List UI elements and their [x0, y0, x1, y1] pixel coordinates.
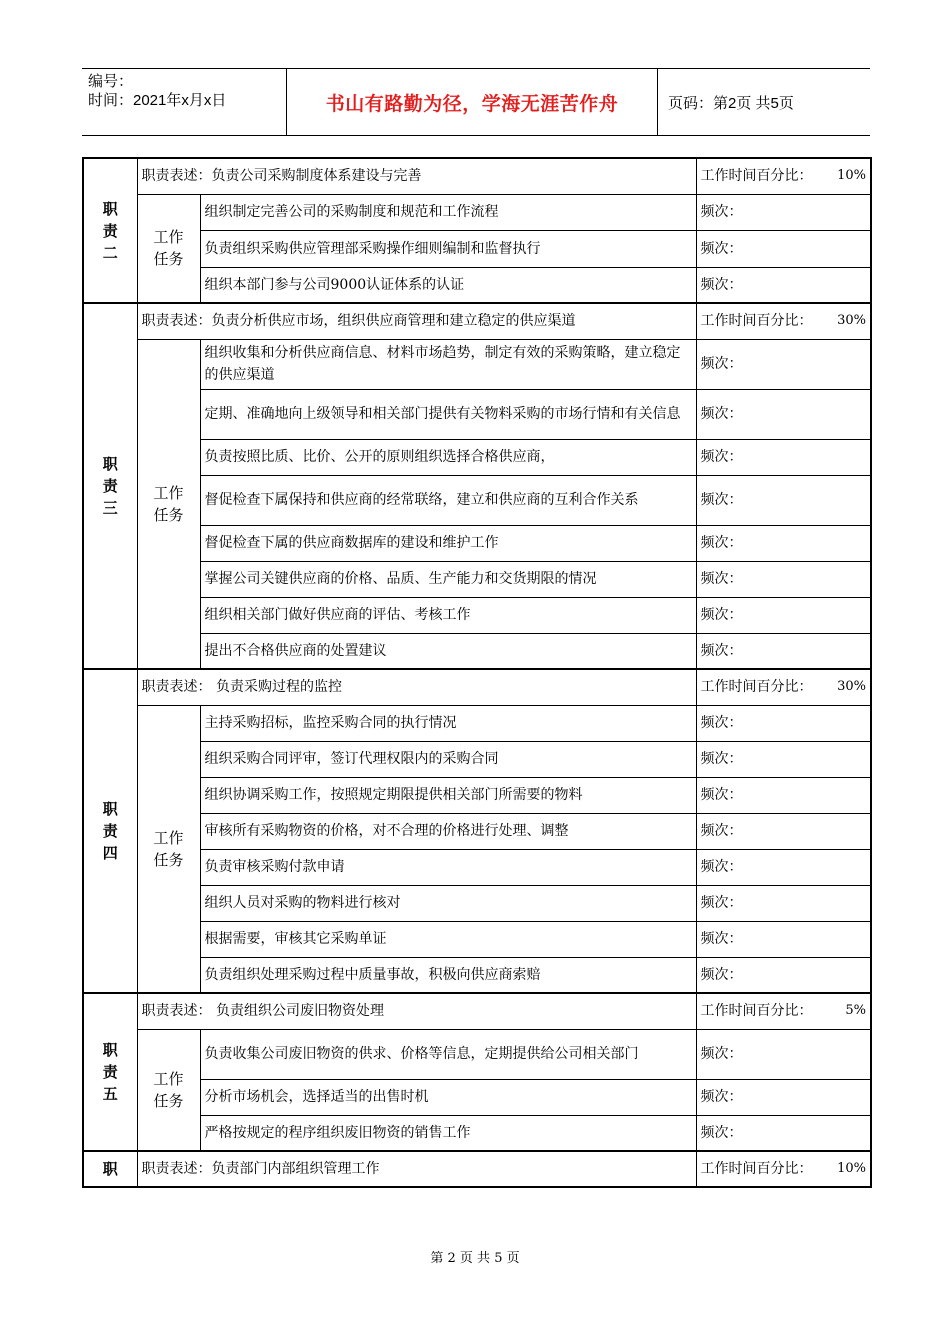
frequency-cell: 频次： — [696, 921, 871, 957]
task-text: 负责收集公司废旧物资的供求、价格等信息，定期提供给公司相关部门 — [200, 1029, 696, 1079]
work-time-percent-cell — [696, 669, 871, 705]
frequency-cell: 频次： — [696, 957, 871, 993]
work-task-label-text: 工作任务 — [153, 228, 184, 269]
task-text: 主持采购招标，监控采购合同的执行情况 — [200, 705, 696, 741]
task-row — [83, 1079, 871, 1115]
responsibility-name — [83, 993, 137, 1151]
frequency-cell: 频次： — [696, 849, 871, 885]
work-task-label-text: 工作任务 — [153, 828, 184, 869]
work-time-percent-value: 10% — [837, 1161, 866, 1176]
task-row — [83, 741, 871, 777]
task-row — [83, 561, 871, 597]
work-time-percent-value: 30% — [837, 679, 866, 695]
frequency-cell: 频次： — [696, 561, 871, 597]
task-text: 分析市场机会，选择适当的出售时机 — [200, 1079, 696, 1115]
task-text: 提出不合格供应商的处置建议 — [200, 633, 696, 669]
task-row — [83, 339, 871, 389]
task-row — [83, 230, 871, 267]
task-row — [83, 525, 871, 561]
work-time-percent-cell — [696, 993, 871, 1029]
frequency-cell: 频次： — [696, 339, 871, 389]
responsibility-description: 职责表述：负责分析供应市场，组织供应商管理和建立稳定的供应渠道 — [137, 303, 696, 339]
header-page-info: 页码：第2页 共5页 — [668, 94, 794, 112]
page-footer: 第 2 页 共 5 页 — [430, 1251, 520, 1266]
task-text: 负责组织处理采购过程中质量事故，积极向供应商索赔 — [200, 957, 696, 993]
task-text: 组织制定完善公司的采购制度和规范和工作流程 — [200, 194, 696, 230]
responsibility-table — [82, 157, 872, 1188]
work-task-label-text: 工作任务 — [153, 1069, 184, 1110]
responsibility-name — [83, 669, 137, 993]
responsibility-desc-row — [83, 669, 871, 705]
responsibility-description: 职责表述：负责公司采购制度体系建设与完善 — [137, 158, 696, 194]
work-time-percent-value: 30% — [837, 313, 866, 329]
task-text: 督促检查下属保持和供应商的经常联络，建立和供应商的互利合作关系 — [200, 475, 696, 525]
task-row — [83, 389, 871, 439]
document-date-label: 时间：2021年x月x日 — [88, 92, 227, 109]
task-row — [83, 633, 871, 669]
header-motto: 书山有路勤为径，学海无涯苦作舟 — [286, 69, 658, 135]
responsibility-name — [83, 158, 137, 303]
task-text: 负责按照比质、比价、公开的原则组织选择合格供应商， — [200, 439, 696, 475]
task-text: 组织本部门参与公司9000认证体系的认证 — [200, 267, 696, 303]
frequency-cell: 频次： — [696, 439, 871, 475]
work-task-label — [137, 705, 200, 993]
task-text: 组织采购合同评审，签订代理权限内的采购合同 — [200, 741, 696, 777]
document-number-label: 编号： — [88, 73, 134, 90]
responsibility-name-text: 职责三 — [102, 455, 118, 517]
frequency-cell: 频次： — [696, 475, 871, 525]
task-text: 组织人员对采购的物料进行核对 — [200, 885, 696, 921]
frequency-cell: 频次： — [696, 194, 871, 230]
responsibility-name — [83, 1151, 137, 1187]
frequency-cell: 频次： — [696, 813, 871, 849]
responsibility-desc-row — [83, 993, 871, 1029]
work-time-percent-cell — [696, 158, 871, 194]
task-row — [83, 475, 871, 525]
frequency-cell: 频次： — [696, 777, 871, 813]
task-text: 掌握公司关键供应商的价格、品质、生产能力和交货期限的情况 — [200, 561, 696, 597]
work-time-percent-label: 工作时间百分比： — [700, 1003, 813, 1020]
frequency-cell: 频次： — [696, 267, 871, 303]
task-text: 督促检查下属的供应商数据库的建设和维护工作 — [200, 525, 696, 561]
frequency-cell: 频次： — [696, 389, 871, 439]
work-time-percent-value: 10% — [837, 168, 866, 184]
frequency-cell: 频次： — [696, 705, 871, 741]
task-row — [83, 439, 871, 475]
task-row — [83, 849, 871, 885]
responsibility-description: 职责表述：负责部门内部组织管理工作 — [137, 1151, 696, 1187]
responsibility-description: 职责表述： 负责组织公司废旧物资处理 — [137, 993, 696, 1029]
task-text: 负责组织采购供应管理部采购操作细则编制和监督执行 — [200, 230, 696, 267]
task-row — [83, 1115, 871, 1151]
frequency-cell: 频次： — [696, 525, 871, 561]
work-time-percent-label: 工作时间百分比： — [700, 313, 813, 330]
task-row — [83, 267, 871, 303]
responsibility-name-text: 职责二 — [102, 199, 118, 262]
task-text: 根据需要，审核其它采购单证 — [200, 921, 696, 957]
work-time-percent-value: 5% — [845, 1003, 866, 1019]
work-time-percent-label: 工作时间百分比： — [700, 679, 813, 696]
work-task-label — [137, 1029, 200, 1151]
task-row — [83, 705, 871, 741]
task-row — [83, 921, 871, 957]
responsibility-desc-row — [83, 303, 871, 339]
page-header — [82, 68, 870, 136]
frequency-cell: 频次： — [696, 1115, 871, 1151]
frequency-cell: 频次： — [696, 597, 871, 633]
work-task-label-text: 工作任务 — [153, 483, 184, 524]
responsibility-name — [83, 303, 137, 669]
responsibility-name-text: 职 — [102, 1160, 118, 1178]
task-row — [83, 194, 871, 230]
work-time-percent-cell — [696, 303, 871, 339]
work-time-percent-label: 工作时间百分比： — [700, 168, 813, 185]
task-text: 审核所有采购物资的价格，对不合理的价格进行处理、调整 — [200, 813, 696, 849]
task-text: 组织协调采购工作，按照规定期限提供相关部门所需要的物料 — [200, 777, 696, 813]
frequency-cell: 频次： — [696, 1079, 871, 1115]
frequency-cell: 频次： — [696, 1029, 871, 1079]
frequency-cell: 频次： — [696, 633, 871, 669]
task-row — [83, 957, 871, 993]
task-row — [83, 885, 871, 921]
frequency-cell: 频次： — [696, 885, 871, 921]
task-text: 组织相关部门做好供应商的评估、考核工作 — [200, 597, 696, 633]
responsibility-name-text: 职责五 — [102, 1041, 118, 1103]
header-meta — [82, 69, 286, 135]
work-time-percent-label: 工作时间百分比： — [700, 1161, 813, 1177]
frequency-cell: 频次： — [696, 230, 871, 267]
responsibility-desc-row — [83, 1151, 871, 1187]
task-row — [83, 1029, 871, 1079]
work-time-percent-cell — [696, 1151, 871, 1187]
task-text: 定期、准确地向上级领导和相关部门提供有关物料采购的市场行情和有关信息 — [200, 389, 696, 439]
frequency-cell: 频次： — [696, 741, 871, 777]
task-text: 组织收集和分析供应商信息、材料市场趋势，制定有效的采购策略，建立稳定的供应渠道 — [200, 339, 696, 389]
work-task-label — [137, 194, 200, 303]
task-text: 负责审核采购付款申请 — [200, 849, 696, 885]
responsibility-desc-row — [83, 158, 871, 194]
responsibility-name-text: 职责四 — [102, 800, 118, 862]
responsibility-description: 职责表述： 负责采购过程的监控 — [137, 669, 696, 705]
task-text: 严格按规定的程序组织废旧物资的销售工作 — [200, 1115, 696, 1151]
work-task-label — [137, 339, 200, 669]
task-row — [83, 813, 871, 849]
task-row — [83, 597, 871, 633]
task-row — [83, 777, 871, 813]
